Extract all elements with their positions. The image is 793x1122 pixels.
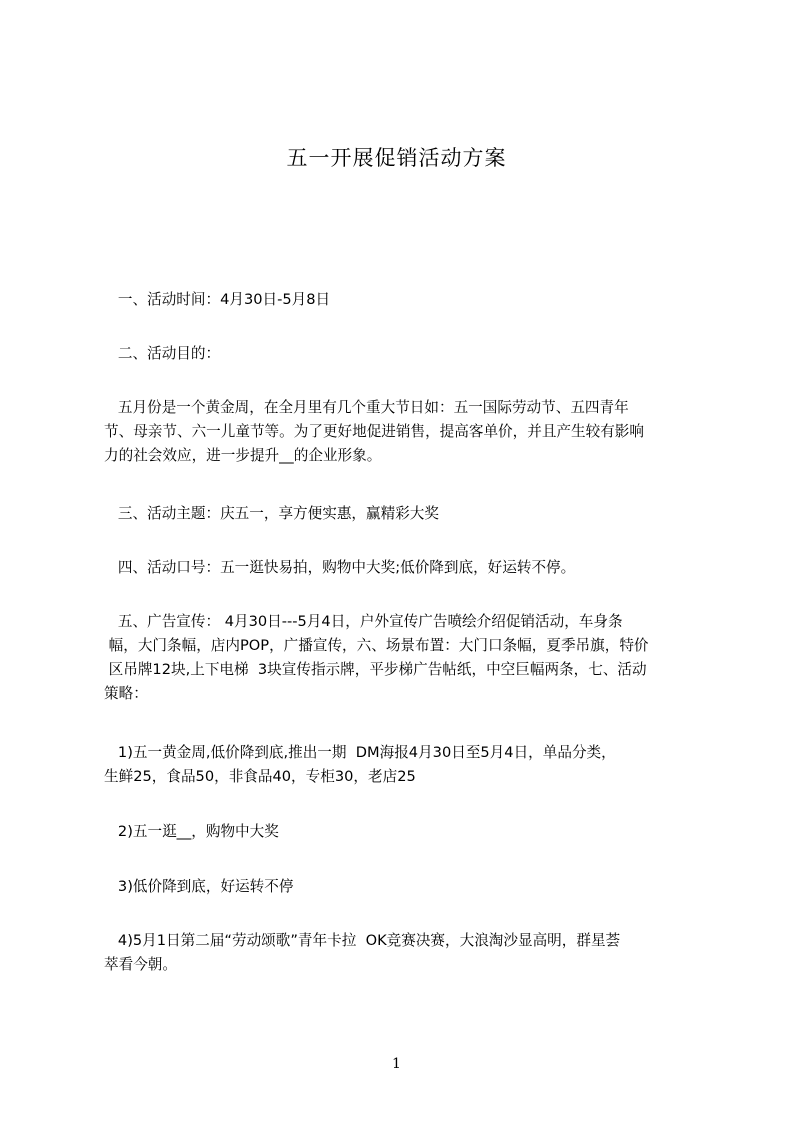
- text-line: 三、活动主题：庆五一，享方便实惠，赢精彩大奖: [104, 505, 439, 522]
- text-line: 幅，大门条幅，店内POP，广播宣传，六、场景布置：大门口条幅，夏季吊旗，特价: [104, 637, 649, 654]
- paragraph-strategy-1: [104, 741, 704, 789]
- text-line: 力的社会效应，进一步提升__的企业形象。: [104, 447, 382, 464]
- text-line: 萃看今朝。: [104, 956, 177, 973]
- text-line: 节、母亲节、六一儿童节等。为了更好地促进销售，提高客单价，并且产生较有影响: [104, 423, 644, 440]
- paragraph-activity-time: [104, 288, 704, 312]
- paragraph-activity-theme: [104, 502, 704, 526]
- text-line: 区吊牌12块,上下电梯 3块宣传指示牌，平步梯广告帖纸，中空巨幅两条，七、活动: [104, 661, 647, 678]
- text-line: 1)五一黄金周,低价降到底,推出一期 DM海报4月30日至5月4日，单品分类，: [104, 744, 616, 761]
- text-line: 4)5月1日第二届“劳动颂歌”青年卡拉 OK竞赛决赛，大浪淘沙显高明，群星荟: [104, 932, 621, 949]
- paragraph-strategy-4: [104, 929, 704, 977]
- paragraph-advertising: [104, 610, 704, 706]
- page-number: 1: [392, 1056, 401, 1072]
- paragraph-activity-purpose-body: [104, 396, 704, 468]
- text-line: 2)五一逛__，购物中大奖: [104, 823, 279, 840]
- text-line: 生鲜25，食品50，非食品40，专柜30，老店25: [104, 768, 416, 785]
- paragraph-activity-purpose-heading: [104, 342, 704, 366]
- text-line: 五月份是一个黄金周，在全月里有几个重大节日如：五一国际劳动节、五四青年: [104, 399, 629, 416]
- text-line: 四、活动口号：五一逛快易拍，购物中大奖;低价降到底，好运转不停。: [104, 559, 576, 576]
- paragraph-activity-slogan: [104, 556, 704, 580]
- text-line: 3)低价降到底，好运转不停: [104, 878, 294, 895]
- text-line: 策略：: [104, 685, 148, 702]
- text-line: 五、广告宣传： 4月30日---5月4日，户外宣传广告喷绘介绍促销活动，车身条: [104, 613, 623, 630]
- text-line: 一、活动时间：4月30日-5月8日: [104, 291, 331, 308]
- document-title: 五一开展促销活动方案: [286, 146, 507, 170]
- paragraph-strategy-2: [104, 820, 704, 844]
- text-line: 二、活动目的：: [104, 345, 221, 362]
- paragraph-strategy-3: [104, 875, 704, 899]
